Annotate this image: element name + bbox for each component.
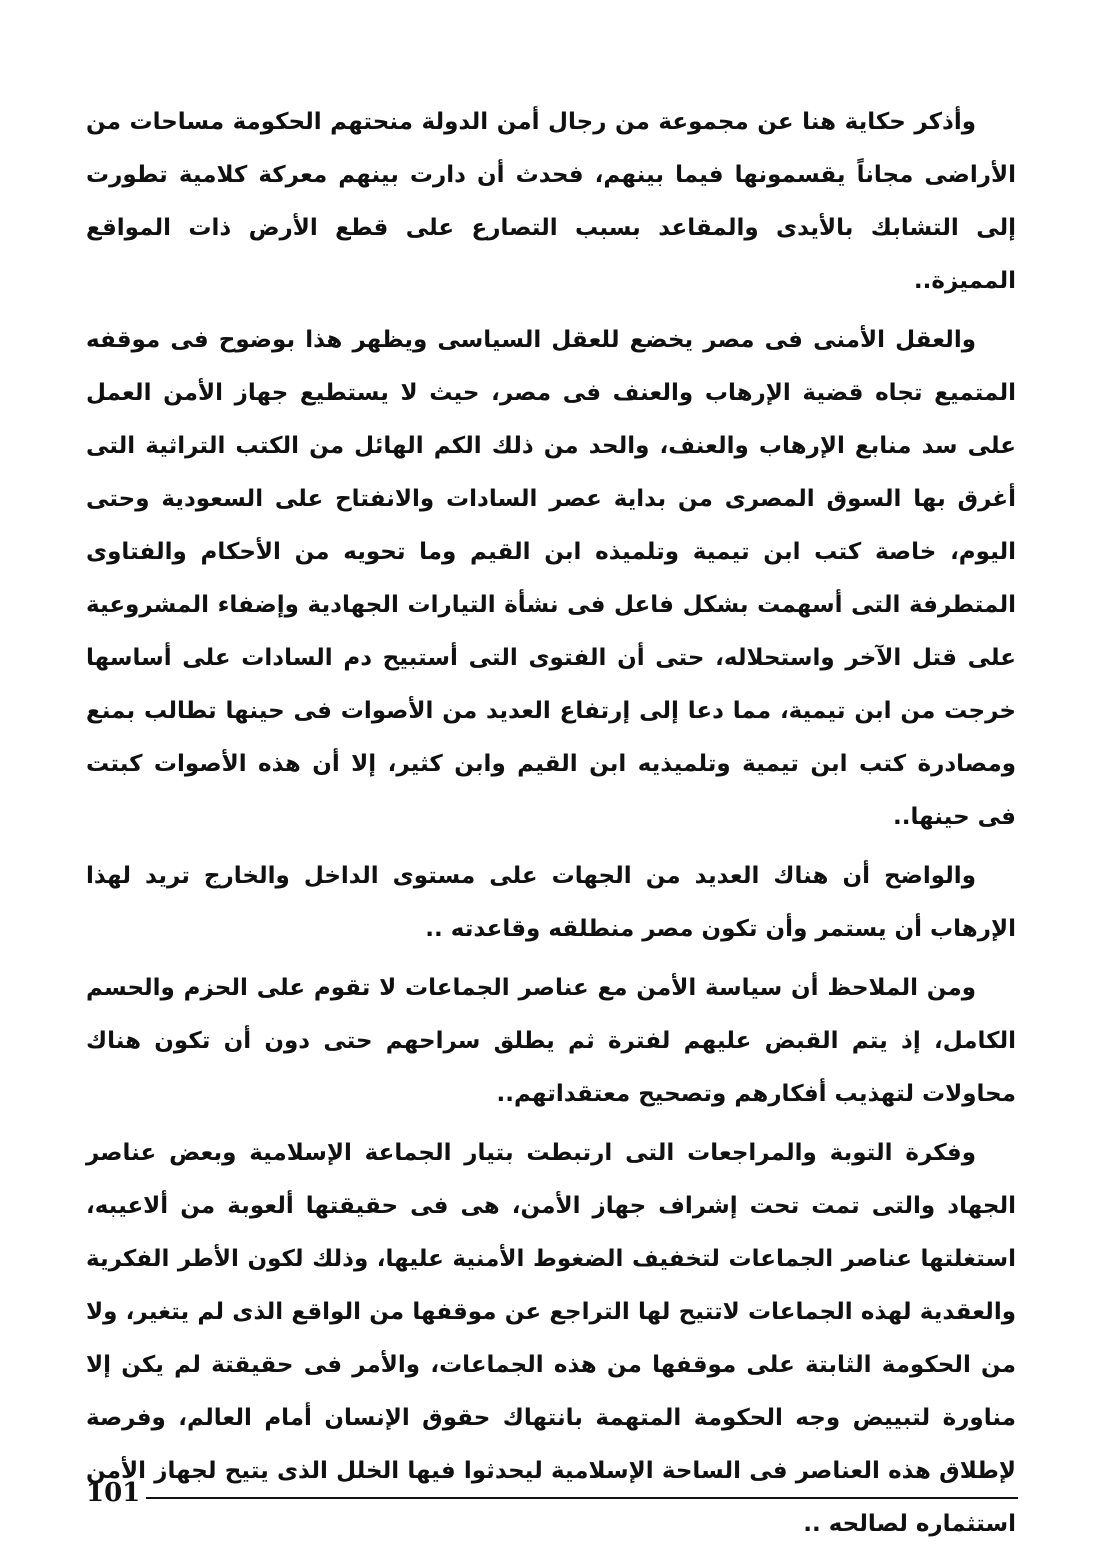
paragraph-4: ومن الملاحظ أن سياسة الأمن مع عناصر الجماعات لا تقوم على الحزم والحسم الكامل، إذ يتم القبض عليهم لفترة ثم يطلق سراحهم حتى دون أن تكون هناك محاولات لتهذيب أفكارهم وتصحيح معتقداتهم.. (86, 975, 1016, 1107)
paragraph-1: وأذكر حكاية هنا عن مجموعة من رجال أمن الدولة منحتهم الحكومة مساحات من الأراضى مجاناً يقسمونها فيما بينهم، فحدث أن دارت بينهم معركة كلامية تطورت إلى التشابك بالأيدى والمقاعد بسبب التصارع على قطع الأرض ذات المواقع المميزة.. (86, 109, 1016, 294)
paragraph-3: والواضح أن هناك العديد من الجهات على مستوى الداخل والخارج تريد لهذا الإرهاب أن يستمر وأن تكون مصر منطلقه وقاعدته .. (86, 863, 1016, 942)
paragraph-2: والعقل الأمنى فى مصر يخضع للعقل السياسى ويظهر هذا بوضوح فى موقفه المتميع تجاه قضية الإرهاب والعنف فى مصر، حيث لا يستطيع جهاز الأمن العمل على سد منابع الإرهاب والعنف، والحد من ذلك الكم الهائل من الكتب التراثية التى أغرق بها السوق المصرى من بداية عصر السادات والانفتاح على السعودية وحتى اليوم، خاصة كتب ابن تيمية وتلميذه ابن القيم وما تحويه من الأحكام والفتاوى المتطرفة التى أسهمت بشكل فاعل فى نشأة التيارات الجهادية وإضفاء المشروعية على قتل الآخر واستحلاله، حتى أن الفتوى التى أستبيح دم السادات على أساسها خرجت من ابن تيمية، مما دعا إلى إرتفاع العديد من الأصوات فى حينها تطالب بمنع ومصادرة كتب ابن تيمية وتلميذيه ابن القيم وابن كثير، إلا أن هذه الأصوات كبتت فى حينها.. (86, 327, 1016, 830)
page-number: 101 (86, 1478, 141, 1508)
paragraph-5: وفكرة التوبة والمراجعات التى ارتبطت بتيار الجماعة الإسلامية وبعض عناصر الجهاد والتى تمت تحت إشراف جهاز الأمن، هى فى حقيقتها ألعوبة من ألاعيبه، استغلتها عناصر الجماعات لتخفيف الضغوط الأمنية عليها، وذلك لكون الأطر الفكرية والعقدية لهذه الجماعات لاتتيح لها التراجع عن موقفها من الواقع الذى لم يتغير، ولا من الحكومة الثابتة على موقفها من هذه الجماعات، والأمر فى حقيقتة لم يكن إلا مناورة لتبييض وجه الحكومة المتهمة بانتهاك حقوق الإنسان أمام العالم، وفرصة لإطلاق هذه العناصر فى الساحة الإسلامية ليحدثوا فيها الخلل الذى يتيح لجهاز الأمن استثماره لصالحه .. (86, 1140, 1016, 1537)
body-text (86, 96, 1016, 1557)
footer-rule (146, 1497, 1018, 1499)
page-footer (86, 1476, 1020, 1516)
